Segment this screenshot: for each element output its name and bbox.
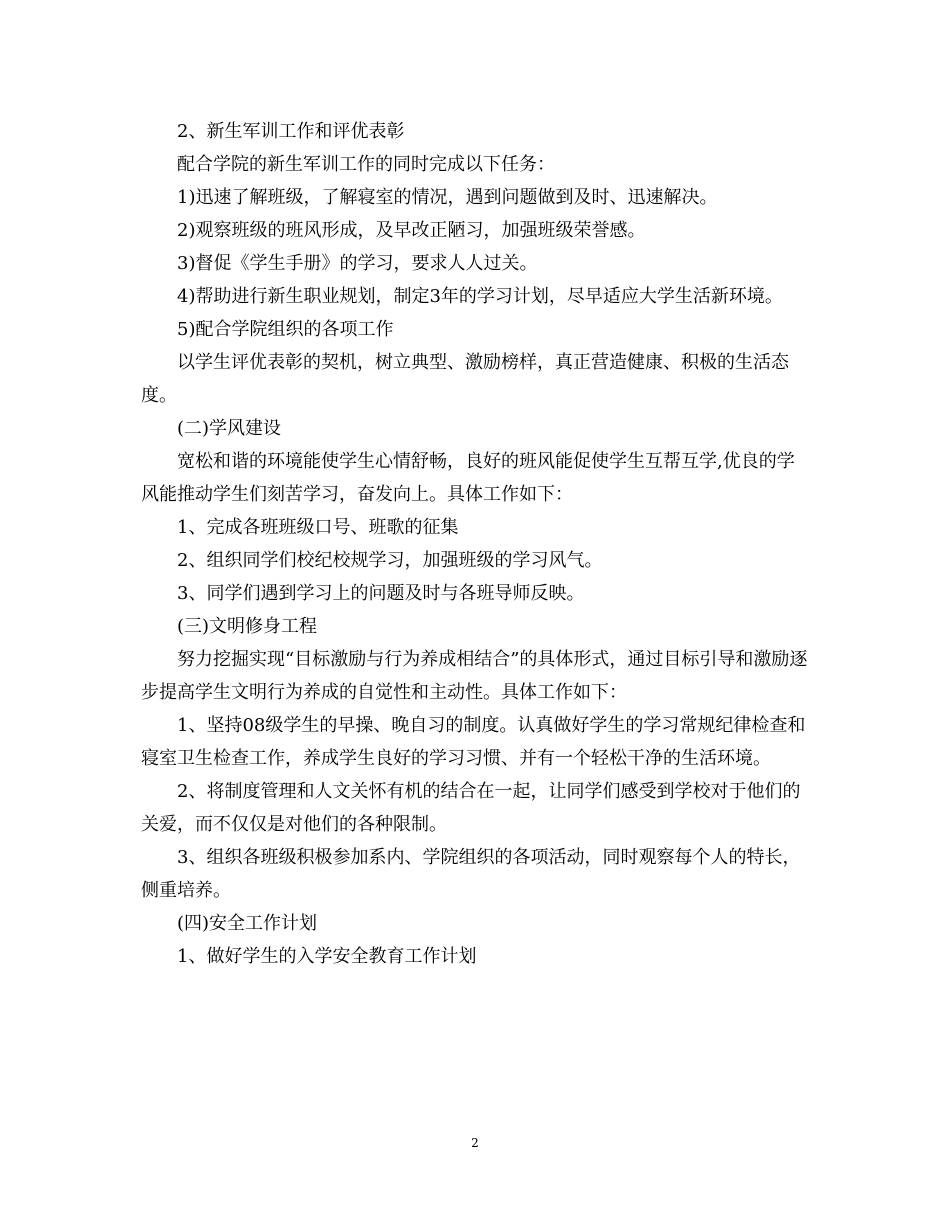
section-heading-study-style: (二)学风建设	[177, 418, 282, 439]
paragraph-civility-item-1: 1、坚持08级学生的早操、晚自习的制度。认真做好学生的学习常规纪律检查和寝室卫生检查工作，养成学生良好的学习习惯、并有一个轻松干净的生活环境。	[141, 715, 806, 769]
paragraph-task-5: 5)配合学院组织的各项工作	[177, 319, 394, 340]
document-body	[141, 115, 811, 973]
page-number: 2	[471, 1136, 479, 1150]
paragraph-military-training-heading: 2、新生军训工作和评优表彰	[177, 121, 405, 142]
paragraph-awards: 以学生评优表彰的契机，树立典型、激励榜样，真正营造健康、积极的生活态度。	[141, 352, 789, 406]
paragraph-task-1: 1)迅速了解班级，了解寝室的情况，遇到问题做到及时、迅速解决。	[177, 187, 718, 208]
section-heading-civility: (三)文明修身工程	[177, 616, 318, 637]
paragraph-civility-item-2: 2、将制度管理和人文关怀有机的结合在一起，让同学们感受到学校对于他们的关爱，而不仅仅是对他们的各种限制。	[141, 781, 801, 835]
paragraph-civility-intro: 努力挖掘实现“目标激励与行为养成相结合”的具体形式，通过目标引导和激励逐步提高学生文明行为养成的自觉性和主动性。具体工作如下：	[141, 649, 808, 703]
paragraph-study-item-2: 2、组织同学们校纪校规学习，加强班级的学习风气。	[177, 550, 603, 571]
paragraph-study-style-intro: 宽松和谐的环境能使学生心情舒畅，良好的班风能促使学生互帮互学,优良的学风能推动学生们刻苦学习，奋发向上。具体工作如下：	[141, 451, 795, 505]
paragraph-tasks-intro: 配合学院的新生军训工作的同时完成以下任务：	[177, 154, 555, 175]
paragraph-task-4: 4)帮助进行新生职业规划，制定3年的学习计划，尽早适应大学生活新环境。	[177, 286, 783, 307]
section-heading-safety: (四)安全工作计划	[177, 913, 318, 934]
paragraph-study-item-1: 1、完成各班班级口号、班歌的征集	[177, 517, 459, 538]
paragraph-task-3: 3)督促《学生手册》的学习，要求人人过关。	[177, 253, 538, 274]
paragraph-civility-item-3: 3、组织各班级积极参加系内、学院组织的各项活动，同时观察每个人的特长，侧重培养。	[141, 847, 801, 901]
paragraph-safety-item-1: 1、做好学生的入学安全教育工作计划	[177, 946, 477, 967]
paragraph-task-2: 2)观察班级的班风形成，及早改正陋习，加强班级荣誉感。	[177, 220, 646, 241]
paragraph-study-item-3: 3、同学们遇到学习上的问题及时与各班导师反映。	[177, 583, 585, 604]
